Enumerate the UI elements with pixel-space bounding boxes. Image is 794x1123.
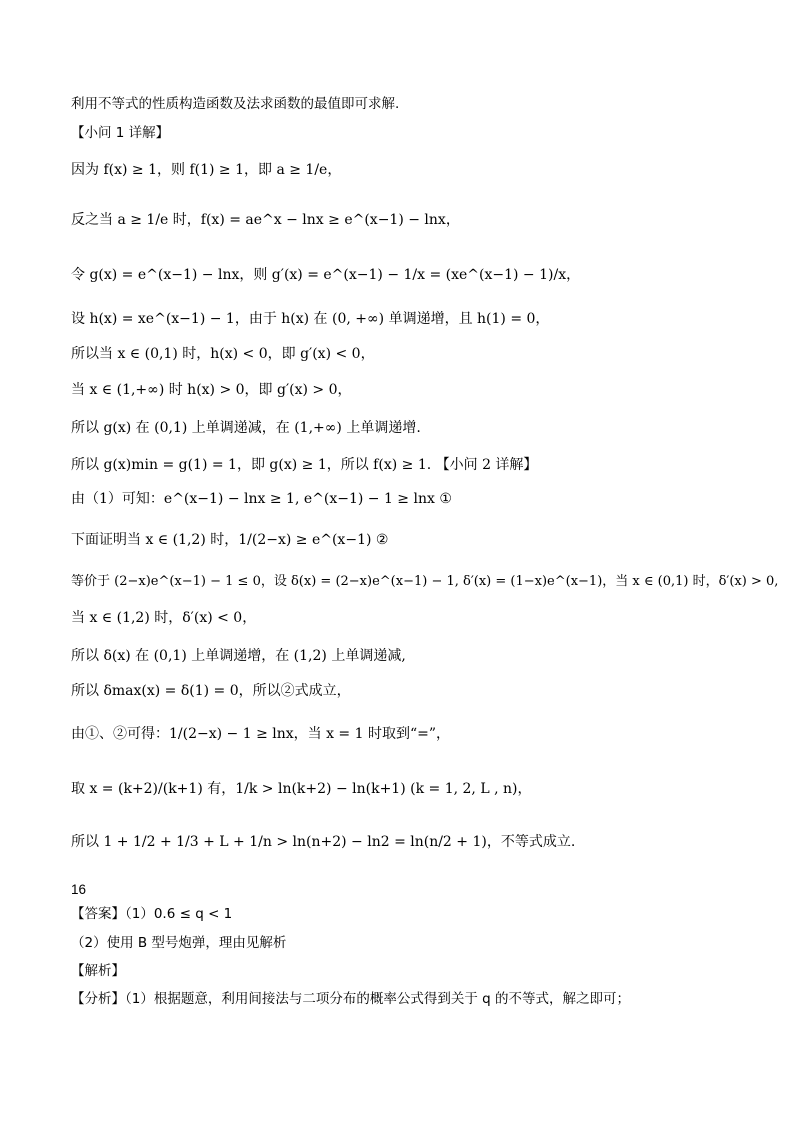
math-line: 当 x ∈ (1,2) 时，δ′(x) < 0， — [71, 610, 257, 626]
math-line: 所以 δmax(x) = δ(1) = 0，所以②式成立， — [71, 683, 351, 699]
section-heading: 【解析】 — [71, 963, 125, 979]
math-line: 所以 g(x) 在 (0,1) 上单调递减，在 (1,+∞) 上单调递增. — [71, 420, 421, 436]
analysis-line: 【分析】（1）根据题意，利用间接法与二项分布的概率公式得到关于 q 的不等式，解之即可； — [71, 991, 630, 1007]
math-line: 因为 f(x) ≥ 1，则 f(1) ≥ 1，即 a ≥ 1/e， — [71, 162, 342, 178]
math-line: 反之当 a ≥ 1/e 时，f(x) = ae^x − lnx ≥ e^(x−1) − lnx， — [71, 212, 460, 228]
math-line: 所以 1 + 1/2 + 1/3 + L + 1/n > ln(n+2) − ln2 = ln(n/2 + 1)，不等式成立. — [71, 834, 576, 850]
text-line: 利用不等式的性质构造函数及法求函数的最值即可求解. — [71, 96, 400, 112]
math-line: 等价于 (2−x)e^(x−1) − 1 ≤ 0，设 δ(x) = (2−x)e^(x−1) − 1, δ′(x) = (1−x)e^(x−1)，当 x ∈ (0,1) 时，δ′(x) > 0, — [71, 574, 779, 589]
section-heading: 【小问 1 详解】 — [71, 125, 170, 141]
math-line: 令 g(x) = e^(x−1) − lnx，则 g′(x) = e^(x−1) − 1/x = (xe^(x−1) − 1)/x， — [71, 267, 581, 283]
math-line: 所以当 x ∈ (0,1) 时，h(x) < 0，即 g′(x) < 0， — [71, 346, 375, 362]
math-line: 由①、②可得：1/(2−x) − 1 ≥ lnx，当 x = 1 时取到“=”， — [71, 726, 451, 742]
math-line: 所以 δ(x) 在 (0,1) 上单调递增，在 (1,2) 上单调递减, — [71, 648, 406, 664]
question-number: 16 — [71, 882, 87, 897]
answer-line: （2）使用 B 型号炮弹，理由见解析 — [71, 935, 287, 951]
math-line: 设 h(x) = xe^(x−1) − 1，由于 h(x) 在 (0, +∞) 单调递增，且 h(1) = 0， — [71, 311, 550, 327]
answer-line: 【答案】（1）0.6 ≤ q < 1 — [71, 906, 233, 922]
math-line: 取 x = (k+2)/(k+1) 有，1/k > ln(k+2) − ln(k+1) (k = 1, 2, L , n)， — [71, 781, 532, 797]
math-line: 所以 g(x)min = g(1) = 1，即 g(x) ≥ 1，所以 f(x) ≥ 1. 【小问 2 详解】 — [71, 457, 538, 473]
math-line: 当 x ∈ (1,+∞) 时 h(x) > 0，即 g′(x) > 0， — [71, 382, 352, 398]
math-line: 下面证明当 x ∈ (1,2) 时，1/(2−x) ≥ e^(x−1) ② — [71, 532, 389, 548]
math-line: 由（1）可知：e^(x−1) − lnx ≥ 1, e^(x−1) − 1 ≥ lnx ① — [71, 491, 452, 507]
